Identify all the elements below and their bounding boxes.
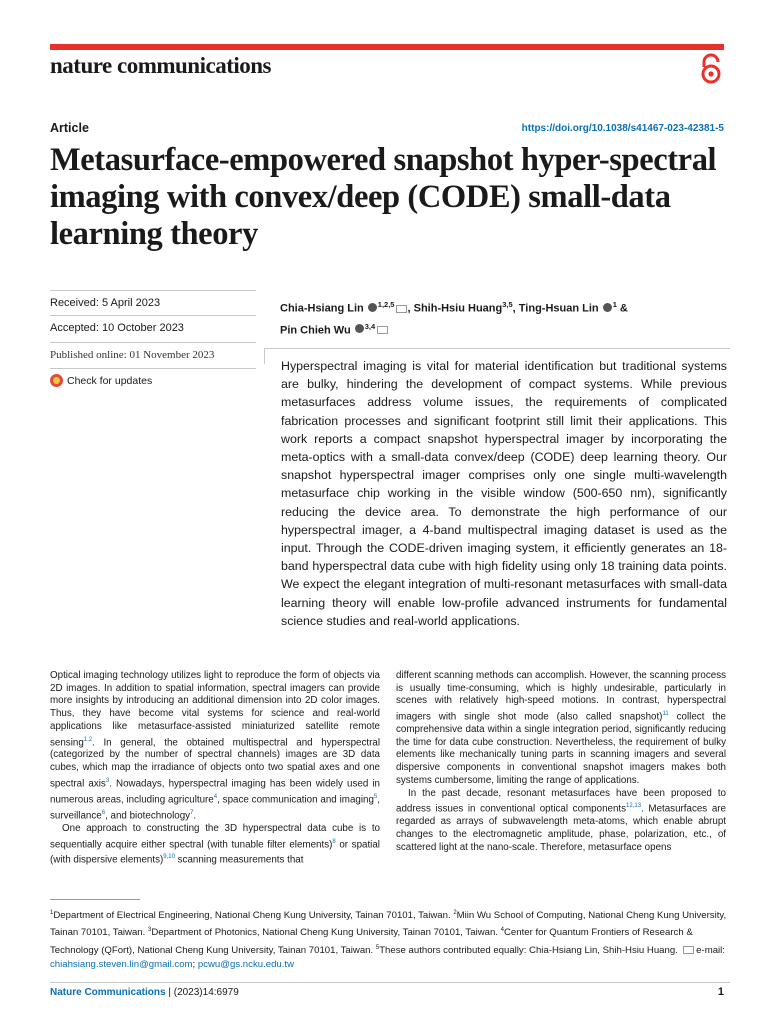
- article-title: Metasurface-empowered snapshot hyper-spectral imaging with convex/deep (CODE) small-data learning theory: [50, 142, 717, 252]
- citation-link[interactable]: 9,10: [163, 854, 175, 861]
- journal-name: nature communications: [50, 53, 271, 78]
- orcid-icon[interactable]: [368, 303, 377, 312]
- email-icon[interactable]: [377, 326, 388, 334]
- email-link[interactable]: chiahsiang.steven.lin@gmail.com: [50, 959, 193, 971]
- footer-divider: [50, 982, 730, 983]
- abstract-text: Hyperspectral imaging is vital for material identification but traditional systems are bulky, hindering the development of compact systems. While previous metasurfaces address volume issues, the requirements of complicated fabrication processes and significant footprint still limit their applications. This work reports a compact snapshot hyperspectral imager by incorporating the meta-optics with a small-data convex/deep (CODE) deep learning theory. Our snapshot hyperspectral imager comprises only one single multi-wavelength metasurface chip working in the visible window (500-650 nm), significantly reducing the device area. To demonstrate the high performance of our hyperspectral imager, a 4-band multispectral imaging dataset is used as the input. Through the CODE-driven imaging system, it efficiently generates an 18-band hyperspectral data cube with high fidelity using only 18 training data points. We expect the elegant integration of multi-resonant metasurfaces with small-data learning theory will enable low-profile advanced instruments for fundamental science studies and real-world applications.: [281, 359, 727, 628]
- footnote-divider: [50, 899, 140, 900]
- body-column-right: [396, 670, 726, 854]
- citation-link[interactable]: 11: [662, 711, 669, 718]
- author-name[interactable]: Pin Chieh Wu: [280, 324, 351, 337]
- body-paragraph: One approach to constructing the 3D hyperspectral data cube is to sequentially acquire either spectral (with tunable filter elements)$^8$ or spatial (with dispersive elements)$^{9,10}$ scanning measurements that: [50, 822, 380, 866]
- article-type: Article: [50, 121, 89, 135]
- meta-divider: [50, 342, 256, 343]
- check-updates-icon: [50, 374, 63, 387]
- body-paragraph: In the past decade, resonant metasurfaces have been proposed to address issues in conventional optical components$^{12,13}$. Metasurfaces are regarded as arrays of subwavelength meta-atoms, which enable abrupt changes to the electromagnetic amplitude, phase, polarization, etc., of scattered light at the nano-scale. Therefore, metasurface opens: [396, 787, 726, 853]
- email-icon[interactable]: [396, 305, 407, 313]
- author-affiliation: 1,2,5: [377, 300, 395, 309]
- citation-link[interactable]: 12,13: [626, 803, 642, 810]
- doi-link[interactable]: https://doi.org/10.1038/s41467-023-42381-5: [521, 123, 724, 134]
- citation-link[interactable]: 8: [332, 838, 336, 845]
- orcid-icon[interactable]: [355, 324, 364, 333]
- published-date: Published online: 01 November 2023: [50, 349, 215, 361]
- header-accent-rule: [50, 44, 724, 50]
- body-paragraph: different scanning methods can accomplish. However, the scanning process is usually time-consuming, which is highly undesirable, particularly in scenes with relatively high-speed motions. In contrast, hyperspectral imagers with single shot mode (also called snapshot)$^{11}$ collect the comprehensive data within a single integration period, significantly reducing the time for data cube construction. Nevertheless, the requirement of bulky elements like mechanically tuning parts in scanning imagers and several dispersive components in conventional snapshot imagers makes both systems cumbersome, limiting the range of applications.: [396, 670, 726, 786]
- meta-divider: [50, 368, 256, 369]
- citation-link[interactable]: 6: [101, 809, 106, 816]
- accepted-date: Accepted: 10 October 2023: [50, 322, 184, 334]
- citation-link[interactable]: 5: [373, 793, 378, 800]
- abstract-divider: [264, 348, 730, 349]
- received-date: Received: 5 April 2023: [50, 297, 161, 309]
- meta-divider: [50, 315, 256, 316]
- abstract-divider: [264, 348, 265, 364]
- author-affiliation: 3,5: [502, 300, 513, 309]
- author-name[interactable]: Shih-Hsiu Huang: [413, 302, 503, 315]
- affiliations-footnote: $^1$Department of Electrical Engineering, National Cheng Kung University, Tainan 70101, Taiwan. $^2$Miin Wu School of Computing, National Cheng Kung University, Tainan 70101, Taiwan. $^3$Department of Photonics, National Cheng Kung University, Tainan 70101, Taiwan. $^4$Center for Quantum Frontiers of Research & Technology (QFort), National Cheng Kung University, Tainan 70101, Taiwan. $^5$These authors contributed equally: Chia-Hsiang Lin, Shih-Hsiu Huang. e-mail: chiahsiang.steven.lin@gmail.com; pcwu@gs.ncku.edu.tw: [50, 910, 727, 971]
- author-name[interactable]: Ting-Hsuan Lin: [518, 302, 599, 315]
- check-for-updates-button[interactable]: [50, 374, 152, 387]
- email-icon: [683, 946, 694, 954]
- email-link[interactable]: pcwu@gs.ncku.edu.tw: [197, 959, 295, 971]
- author-affiliation: 1: [612, 300, 617, 309]
- citation-link[interactable]: 3: [105, 777, 110, 784]
- citation-link[interactable]: 4: [213, 793, 218, 800]
- orcid-icon[interactable]: [603, 303, 612, 312]
- meta-divider: [50, 290, 256, 291]
- page-number: 1: [717, 986, 724, 998]
- citation-link[interactable]: 1,2: [83, 736, 93, 743]
- open-access-icon[interactable]: [700, 53, 722, 85]
- check-updates-label: Check for updates: [67, 374, 153, 387]
- citation-link[interactable]: 7: [190, 809, 194, 816]
- body-paragraph: Optical imaging technology utilizes light to reproduce the form of objects via 2D images. In addition to spatial information, spectral imagers can provide more insights by introducing an additional dimension into 2D color images. Thus, they have become vital systems for science and real-world applications like metasurface-assisted miniaturized satellite remote sensing$^{1,2}$. In general, the obtained multispectral and hyperspectral (categorized by the number of spectral channels) images are 3D data cubes, which map the irradiance of objects onto two spatial axes and one spectral axis$^3$. Nowadays, hyperspectral imaging has been widely used in numerous areas, including agriculture$^4$, space communication and imaging$^5$, surveillance$^6$, and biotechnology$^7$.: [50, 670, 381, 822]
- body-column-left: [50, 670, 380, 867]
- author-name[interactable]: Chia-Hsiang Lin: [280, 302, 364, 315]
- footer-citation: Nature Communications | (2023)14:6979: [50, 987, 239, 998]
- footer-journal-link[interactable]: Nature Communications: [50, 987, 166, 998]
- author-affiliation: 3,4: [364, 321, 376, 331]
- author-list: Chia-Hsiang Lin $^{1,2,5}$ , Shih-Hsiu Huang$^{3,5}$, Ting-Hsuan Lin $^1$ & Pin Chieh Wu $^{3,4}$: [280, 300, 628, 337]
